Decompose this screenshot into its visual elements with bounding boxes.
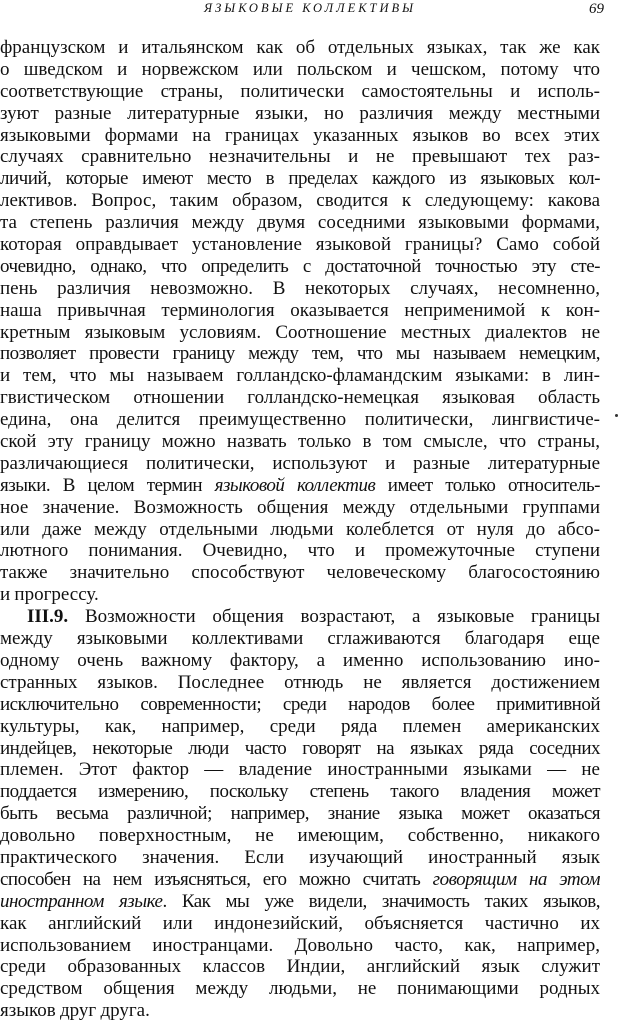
- text-line: та степень различия между двумя соседними языковыми формами,: [0, 212, 600, 234]
- italic-term: языковой коллектив: [214, 474, 376, 496]
- text-line: [0, 891, 600, 913]
- text-fragment: языки. В целом термин: [0, 474, 215, 496]
- italic-term: говорящим на этом: [432, 868, 601, 890]
- text-line: быть весьма различной; например, знание языка может оказаться: [0, 803, 600, 825]
- text-line: ное значение. Возможность общения между отдельными группами: [0, 496, 600, 518]
- text-line: использованием иностранцами. Довольно часто, как, например,: [0, 934, 600, 956]
- section-number: III.9.: [27, 606, 69, 628]
- text-line: языков друг друга.: [0, 1000, 150, 1022]
- text-line: ской эту границу можно назвать только в том смысле, что страны,: [0, 431, 600, 453]
- text-line: племен. Этот фактор — владение иностранными языками — не: [0, 759, 600, 781]
- text-line: практического значения. Если изучающий иностранный язык: [0, 846, 600, 868]
- text-line: которая оправдывает установление языковой границы? Само собой: [0, 234, 600, 256]
- text-line: поддается измерению, поскольку степень такого владения может: [0, 781, 600, 803]
- text-line: личий, которые имеют место в пределах каждого из языковых кол-: [0, 168, 600, 190]
- text-line: кретным языковым условиям. Соотношение местных диалектов не: [0, 321, 600, 343]
- running-title: ЯЗЫКОВЫЕ КОЛЛЕКТИВЫ: [203, 1, 417, 15]
- page-number: 69: [589, 1, 604, 17]
- text-line: как английский или индонезийский, объясняется частично их: [0, 912, 600, 934]
- text-fragment: способен на нем изъясняться, его можно считать: [0, 868, 433, 890]
- text-line: одному очень важному фактору, а именно использованию ино-: [0, 649, 600, 671]
- text-line: наша привычная терминология оказывается неприменимой к кон-: [0, 299, 600, 321]
- text-line: [0, 869, 600, 891]
- text-line: случаях сравнительно незначительны и не превышают тех раз-: [0, 146, 600, 168]
- paragraph-continuation: [0, 37, 600, 606]
- text-line: довольно поверхностным, не имеющим, собственно, никакого: [0, 825, 600, 847]
- text-fragment: . Как мы уже видели, значимость таких языков,: [162, 890, 601, 912]
- text-line: о шведском и норвежском или польском и чешском, потому что: [0, 58, 600, 80]
- text-line: очевидно, однако, что определить с достаточной точностью эту сте-: [0, 255, 600, 277]
- text-line: среди образованных классов Индии, английский язык служит: [0, 956, 600, 978]
- text-line: языковыми формами на границах указанных языков во всех этих: [0, 124, 600, 146]
- text-line: позволяет провести границу между тем, что мы называем немецким,: [0, 343, 600, 365]
- text-line: зуют разные литературные языки, но различия между местными: [0, 102, 600, 124]
- text-line: средством общения между людьми, не понимающими родных: [0, 978, 600, 1000]
- text-line: индейцев, некоторые люди часто говорят на языках ряда соседних: [0, 737, 600, 759]
- text-line: также значительно способствуют человеческому благосостоянию: [0, 562, 600, 584]
- text-line: лективов. Вопрос, таким образом, сводится к следующему: какова: [0, 190, 600, 212]
- body-text: [0, 37, 600, 1022]
- text-fragment: Возможности общения возрастают, а языковые границы: [68, 606, 600, 628]
- text-fragment: имеет только относитель-: [375, 474, 600, 496]
- running-head: [0, 0, 620, 20]
- text-line: пень различия невозможно. В некоторых случаях, несомненно,: [0, 277, 600, 299]
- text-line: французском и итальянском как об отдельных языках, так же как: [0, 37, 600, 58]
- italic-term: иностранном языке: [0, 890, 163, 912]
- text-line: лютного понимания. Очевидно, что и промежуточные ступени: [0, 540, 600, 562]
- text-line: гвистическом отношении голландско-немецкая языковая область: [0, 387, 600, 409]
- text-line: [0, 606, 600, 628]
- text-line: различающиеся политически, используют и разные литературные: [0, 452, 600, 474]
- print-speck: [615, 414, 618, 417]
- text-line: исключительно современности; среди народов более примитивной: [0, 693, 600, 715]
- text-line: и прогрессу.: [0, 584, 99, 606]
- text-line: соответствующие страны, политически самостоятельны и исполь-: [0, 80, 600, 102]
- text-line: [0, 475, 600, 497]
- text-line: или даже между отдельными людьми колеблется от нуля до абсо-: [0, 518, 600, 540]
- text-line: едина, она делится преимущественно политически, лингвистиче-: [0, 409, 600, 431]
- section-paragraph: [0, 606, 600, 1022]
- text-line: странных языков. Последнее отнюдь не является достижением: [0, 671, 600, 693]
- text-line: культуры, как, например, среди ряда племен американских: [0, 715, 600, 737]
- text-line: и тем, что мы называем голландско-фламандским языками: в лин-: [0, 365, 600, 387]
- text-line: между языковыми коллективами сглаживаются благодаря еще: [0, 628, 600, 650]
